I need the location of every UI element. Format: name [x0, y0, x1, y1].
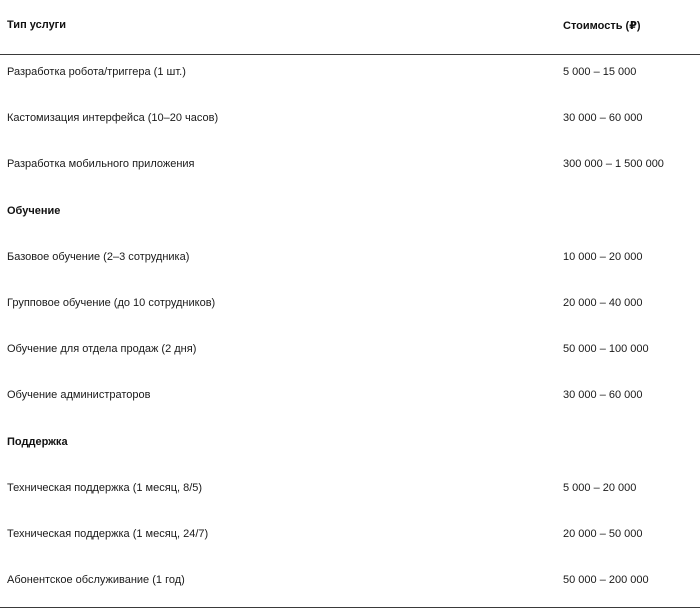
service-name: Абонентское обслуживание (1 год) — [7, 574, 185, 587]
service-price: 50 000 – 200 000 — [563, 574, 649, 587]
service-name: Техническая поддержка (1 месяц, 24/7) — [7, 527, 209, 540]
service-price: 5 000 – 15 000 — [563, 66, 637, 78]
service-name: Обучение администраторов — [7, 389, 151, 402]
service-price: 20 000 – 50 000 — [563, 527, 643, 540]
header-service: Тип услуги — [7, 19, 67, 31]
service-price: 300 000 – 1 500 000 — [563, 158, 664, 171]
service-name: Кастомизация интерфейса (10–20 часов) — [7, 112, 219, 125]
service-name: Обучение для отдела продаж (2 дня) — [7, 343, 197, 356]
table-row — [0, 141, 700, 187]
table-bottom-divider — [0, 607, 700, 608]
table-row — [0, 511, 700, 557]
service-name: Техническая поддержка (1 месяц, 8/5) — [7, 481, 203, 494]
table-body — [0, 49, 700, 603]
service-name: Базовое обучение (2–3 сотрудника) — [7, 250, 190, 263]
header-price: Стоимость (₽) — [563, 20, 641, 32]
service-price: 30 000 – 60 000 — [563, 389, 643, 402]
table-row — [0, 465, 700, 511]
section-heading: Обучение — [7, 204, 61, 217]
service-price: 50 000 – 100 000 — [563, 343, 649, 356]
service-price: 5 000 – 20 000 — [563, 481, 637, 494]
section-heading-row — [0, 188, 700, 234]
section-heading-row — [0, 419, 700, 465]
table-row — [0, 95, 700, 141]
table-row — [0, 280, 700, 326]
table-row — [0, 557, 700, 603]
service-name: Разработка мобильного приложения — [7, 158, 195, 171]
service-price: 10 000 – 20 000 — [563, 250, 643, 263]
service-price: 20 000 – 40 000 — [563, 296, 643, 309]
table-row — [0, 326, 700, 372]
service-name: Групповое обучение (до 10 сотрудников) — [7, 296, 216, 309]
service-name: Разработка робота/триггера (1 шт.) — [7, 66, 186, 78]
table-row — [0, 234, 700, 280]
table-row — [0, 372, 700, 418]
table-row — [0, 49, 700, 95]
service-price: 30 000 – 60 000 — [563, 112, 643, 125]
table-header — [0, 0, 700, 55]
section-heading: Поддержка — [7, 435, 68, 448]
